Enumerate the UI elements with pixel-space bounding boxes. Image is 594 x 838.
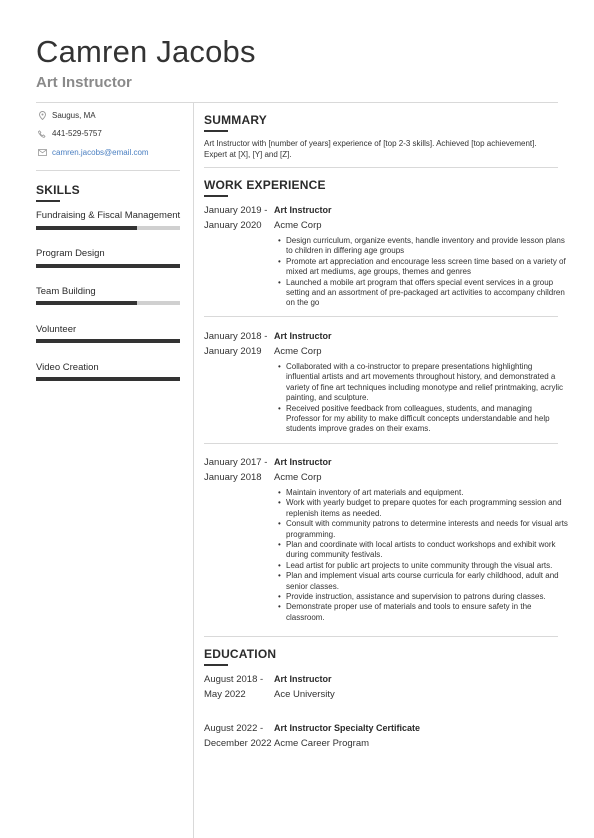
column-divider [193, 102, 194, 838]
list-item: • Design curriculum, organize events, handle inventory and provide lesson plans to children in differing age groups [286, 236, 568, 257]
list-item: • Received positive feedback from colleagues, students, and managing Professor for my ability to make difficult concepts understandable and help students improve grades on their exams. [286, 404, 568, 435]
job-divider [204, 316, 558, 317]
education-school: Ace University [274, 689, 335, 700]
list-item: • Launched a mobile art program that offers special event services in a group setting and an assortment of pre-packaged art activities to accompany children on the go [286, 278, 568, 309]
job-bullets [276, 488, 568, 623]
job-title: Art Instructor [274, 205, 332, 215]
summary-text: Art Instructor with [number of years] experience of [top 2-3 skills]. Achieved [top achievement]. Expert at [X], [Y] and [Z]. [204, 139, 537, 159]
phone-icon [36, 130, 48, 138]
skill-name: Team Building [36, 286, 96, 297]
skills-heading-underline [36, 200, 60, 202]
job-date-end: January 2019 [204, 346, 262, 357]
email-icon [36, 149, 48, 156]
skill-bar [36, 377, 180, 381]
experience-heading-underline [204, 195, 228, 197]
skill-bar-fill [36, 226, 137, 230]
education-title: Art Instructor Specialty Certificate [274, 723, 421, 733]
location-pin-icon [36, 111, 48, 120]
job-date-end: January 2020 [204, 220, 262, 231]
candidate-name: Camren Jacobs [36, 34, 256, 69]
skill-bar [36, 226, 180, 230]
skill-bar-fill [36, 301, 137, 305]
job-date [204, 455, 274, 485]
header-divider [36, 102, 558, 103]
list-item: • Collaborated with a co-instructor to prepare presentations highlighting influential artists and art movements throughout history, and demonstrated a variety of fine art techniques including monotype and relief printmaking, acrylic painting, and sculpture. [286, 362, 568, 404]
education-date-start: August 2018 - [204, 674, 264, 685]
list-item: • Maintain inventory of art materials and equipment. [286, 488, 568, 498]
job-date [204, 203, 274, 233]
contact-phone [36, 129, 102, 138]
job-date [204, 329, 274, 359]
skills-heading: SKILLS [36, 183, 80, 197]
job-date-start: January 2018 - [204, 331, 268, 342]
contact-divider [36, 170, 180, 171]
job-date-end: January 2018 [204, 472, 262, 483]
skill-bar-fill [36, 377, 180, 381]
job-title: Art Instructor [274, 331, 332, 341]
job-company: Acme Corp [274, 220, 322, 231]
job-company: Acme Corp [274, 346, 322, 357]
contact-email [36, 148, 149, 157]
location-text: Saugus, MA [52, 111, 96, 120]
skill-bar-fill [36, 264, 180, 268]
list-item: • Plan and implement visual arts course curricula for early childhood, adult and senior classes. [286, 571, 568, 592]
contact-location [36, 111, 96, 120]
skill-bar [36, 301, 180, 305]
job-title: Art Instructor [274, 457, 332, 467]
skill-bar-fill [36, 339, 180, 343]
list-item: • Work with yearly budget to prepare quotes for each programming session and replenish items as needed. [286, 498, 568, 519]
list-item: • Promote art appreciation and encourage less screen time based on a variety of mixed art mediums, age groups, themes and genres [286, 257, 568, 278]
skill-name: Fundraising & Fiscal Management [36, 210, 181, 221]
job-date-start: January 2019 - [204, 205, 268, 216]
job-bullets [276, 362, 568, 435]
education-date-start: August 2022 - [204, 723, 264, 734]
education-date-end: May 2022 [204, 689, 246, 700]
job-company: Acme Corp [274, 472, 322, 483]
summary-divider [204, 167, 558, 168]
summary-heading-underline [204, 130, 228, 132]
education-title: Art Instructor [274, 674, 332, 684]
experience-divider [204, 636, 558, 637]
education-date [204, 672, 274, 702]
candidate-title: Art Instructor [36, 74, 132, 91]
job-divider [204, 443, 558, 444]
education-date [204, 721, 274, 751]
list-item: • Demonstrate proper use of materials and tools to ensure safety in the classroom. [286, 602, 568, 623]
skill-bar [36, 264, 180, 268]
phone-text: 441-529-5757 [52, 129, 102, 138]
job-date-start: January 2017 - [204, 457, 268, 468]
skill-name: Video Creation [36, 362, 99, 373]
email-link[interactable]: camren.jacobs@email.com [52, 148, 149, 157]
education-heading: EDUCATION [204, 647, 277, 661]
list-item: • Lead artist for public art projects to unite community through the visual arts. [286, 561, 568, 571]
skill-name: Volunteer [36, 324, 77, 335]
summary-heading: SUMMARY [204, 113, 267, 127]
education-date-end: December 2022 [204, 738, 272, 749]
skill-name: Program Design [36, 248, 105, 259]
skill-bar [36, 339, 180, 343]
education-heading-underline [204, 664, 228, 666]
job-bullets [276, 236, 568, 309]
education-school: Acme Career Program [274, 738, 370, 749]
list-item: • Consult with community patrons to determine interests and needs for visual arts programming. [286, 519, 568, 540]
list-item: • Plan and coordinate with local artists to conduct workshops and exhibit work during community festivals. [286, 540, 568, 561]
list-item: • Provide instruction, assistance and supervision to patrons during classes. [286, 592, 568, 602]
experience-heading: WORK EXPERIENCE [204, 178, 326, 192]
